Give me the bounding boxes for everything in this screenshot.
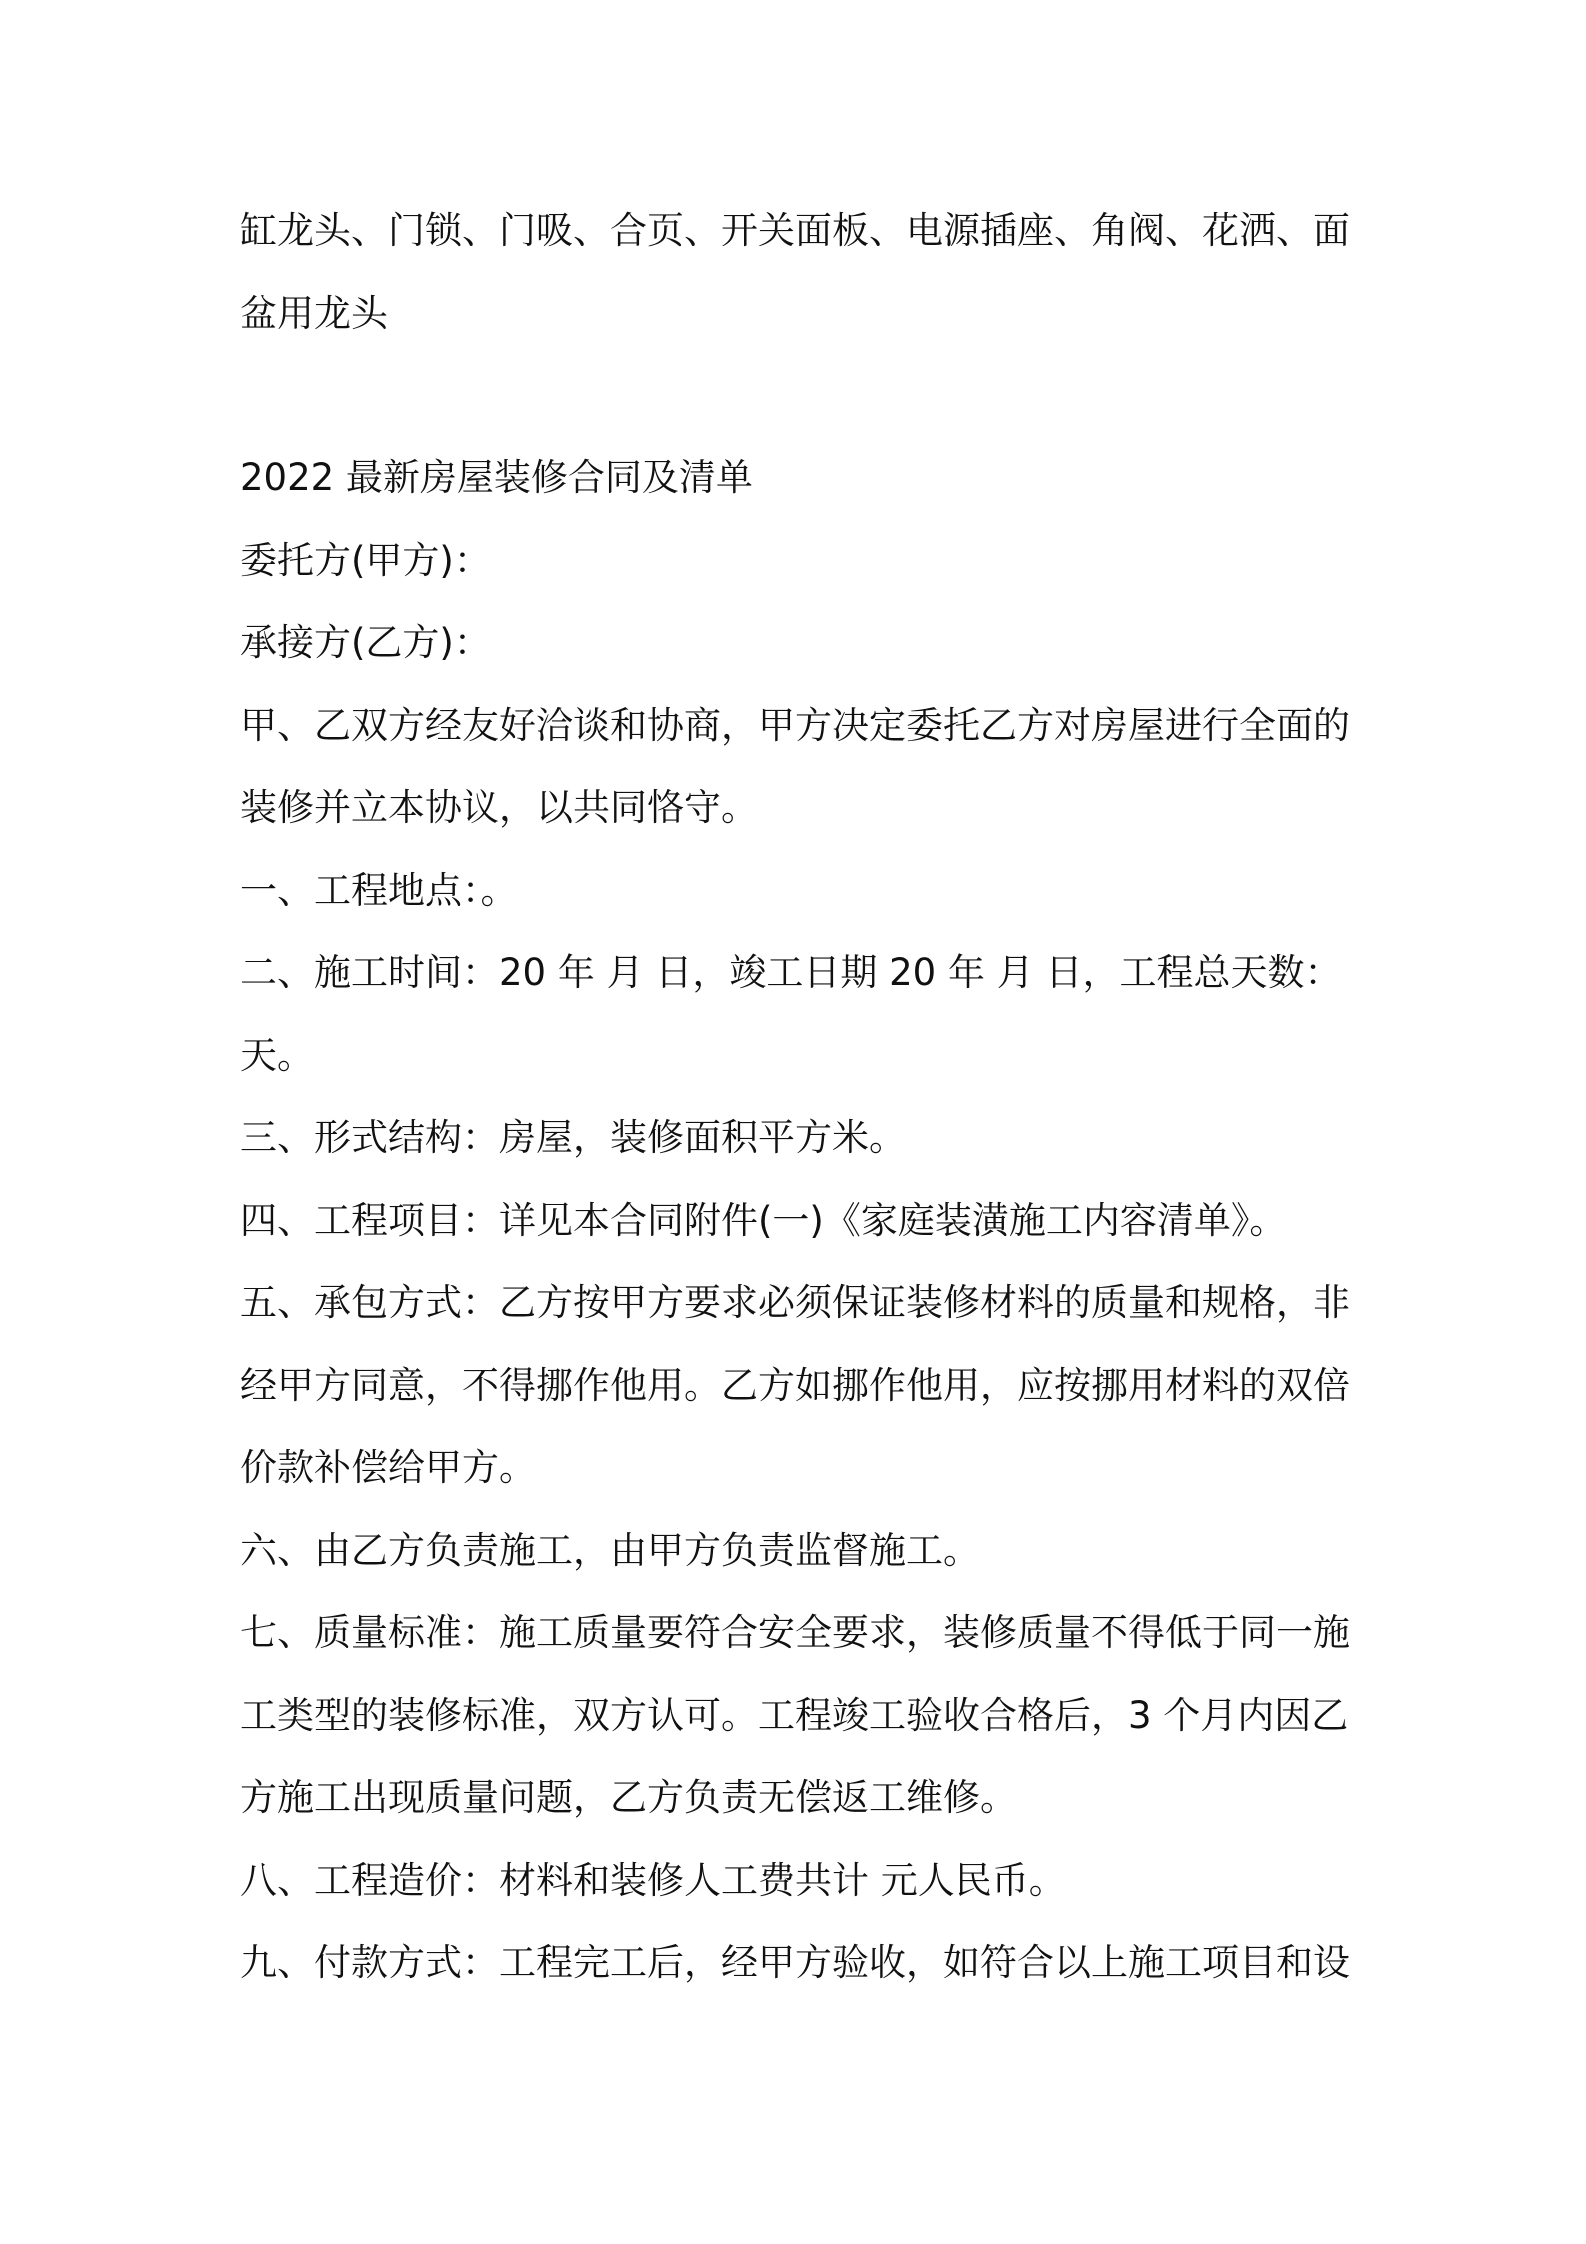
- intro-line-2: 盆用龙头: [240, 291, 388, 335]
- clause-3: 三、形式结构：房屋，装修面积平方米。: [240, 1116, 906, 1159]
- party-a-line: 委托方(甲方)：: [240, 538, 491, 582]
- clause-5: 五、承包方式：乙方按甲方要求必须保证装修材料的质量和规格，非经甲方同意，不得挪作他用。乙方如挪作他用，应按挪用材料的双倍价款补偿给甲方。: [240, 1281, 1350, 1489]
- clause-9: 九、付款方式：工程完工后，经甲方验收，如符合以上施工项目和设: [240, 1941, 1350, 1984]
- clause-4: 四、工程项目：详见本合同附件(一)《家庭装潢施工内容清单》。: [240, 1198, 1287, 1242]
- clause-6: 六、由乙方负责施工，由甲方负责监督施工。: [240, 1528, 980, 1572]
- intro-line-1: 缸龙头、门锁、门吸、合页、开关面板、电源插座、角阀、花洒、面: [240, 209, 1350, 252]
- preamble-paragraph: 甲、乙双方经友好洽谈和协商，甲方决定委托乙方对房屋进行全面的装修并立本协议，以共同恪守。: [240, 703, 1350, 829]
- document-title: 2022 最新房屋装修合同及清单: [240, 456, 753, 499]
- clause-2: 二、施工时间：20 年 月 日，竣工日期 20 年 月 日，工程总天数：天。: [240, 951, 1342, 1077]
- party-b-line: 承接方(乙方)：: [240, 621, 491, 664]
- section-gap: [240, 355, 1360, 437]
- document-body: [240, 190, 1360, 2005]
- clause-1: 一、工程地点：。: [240, 868, 518, 912]
- clause-8: 八、工程造价：材料和装修人工费共计 元人民币。: [240, 1858, 1066, 1902]
- clause-7: 七、质量标准：施工质量要符合安全要求，装修质量不得低于同一施工类型的装修标准，双方认可。工程竣工验收合格后，3 个月内因乙方施工出现质量问题，乙方负责无偿返工维修。: [240, 1611, 1350, 1819]
